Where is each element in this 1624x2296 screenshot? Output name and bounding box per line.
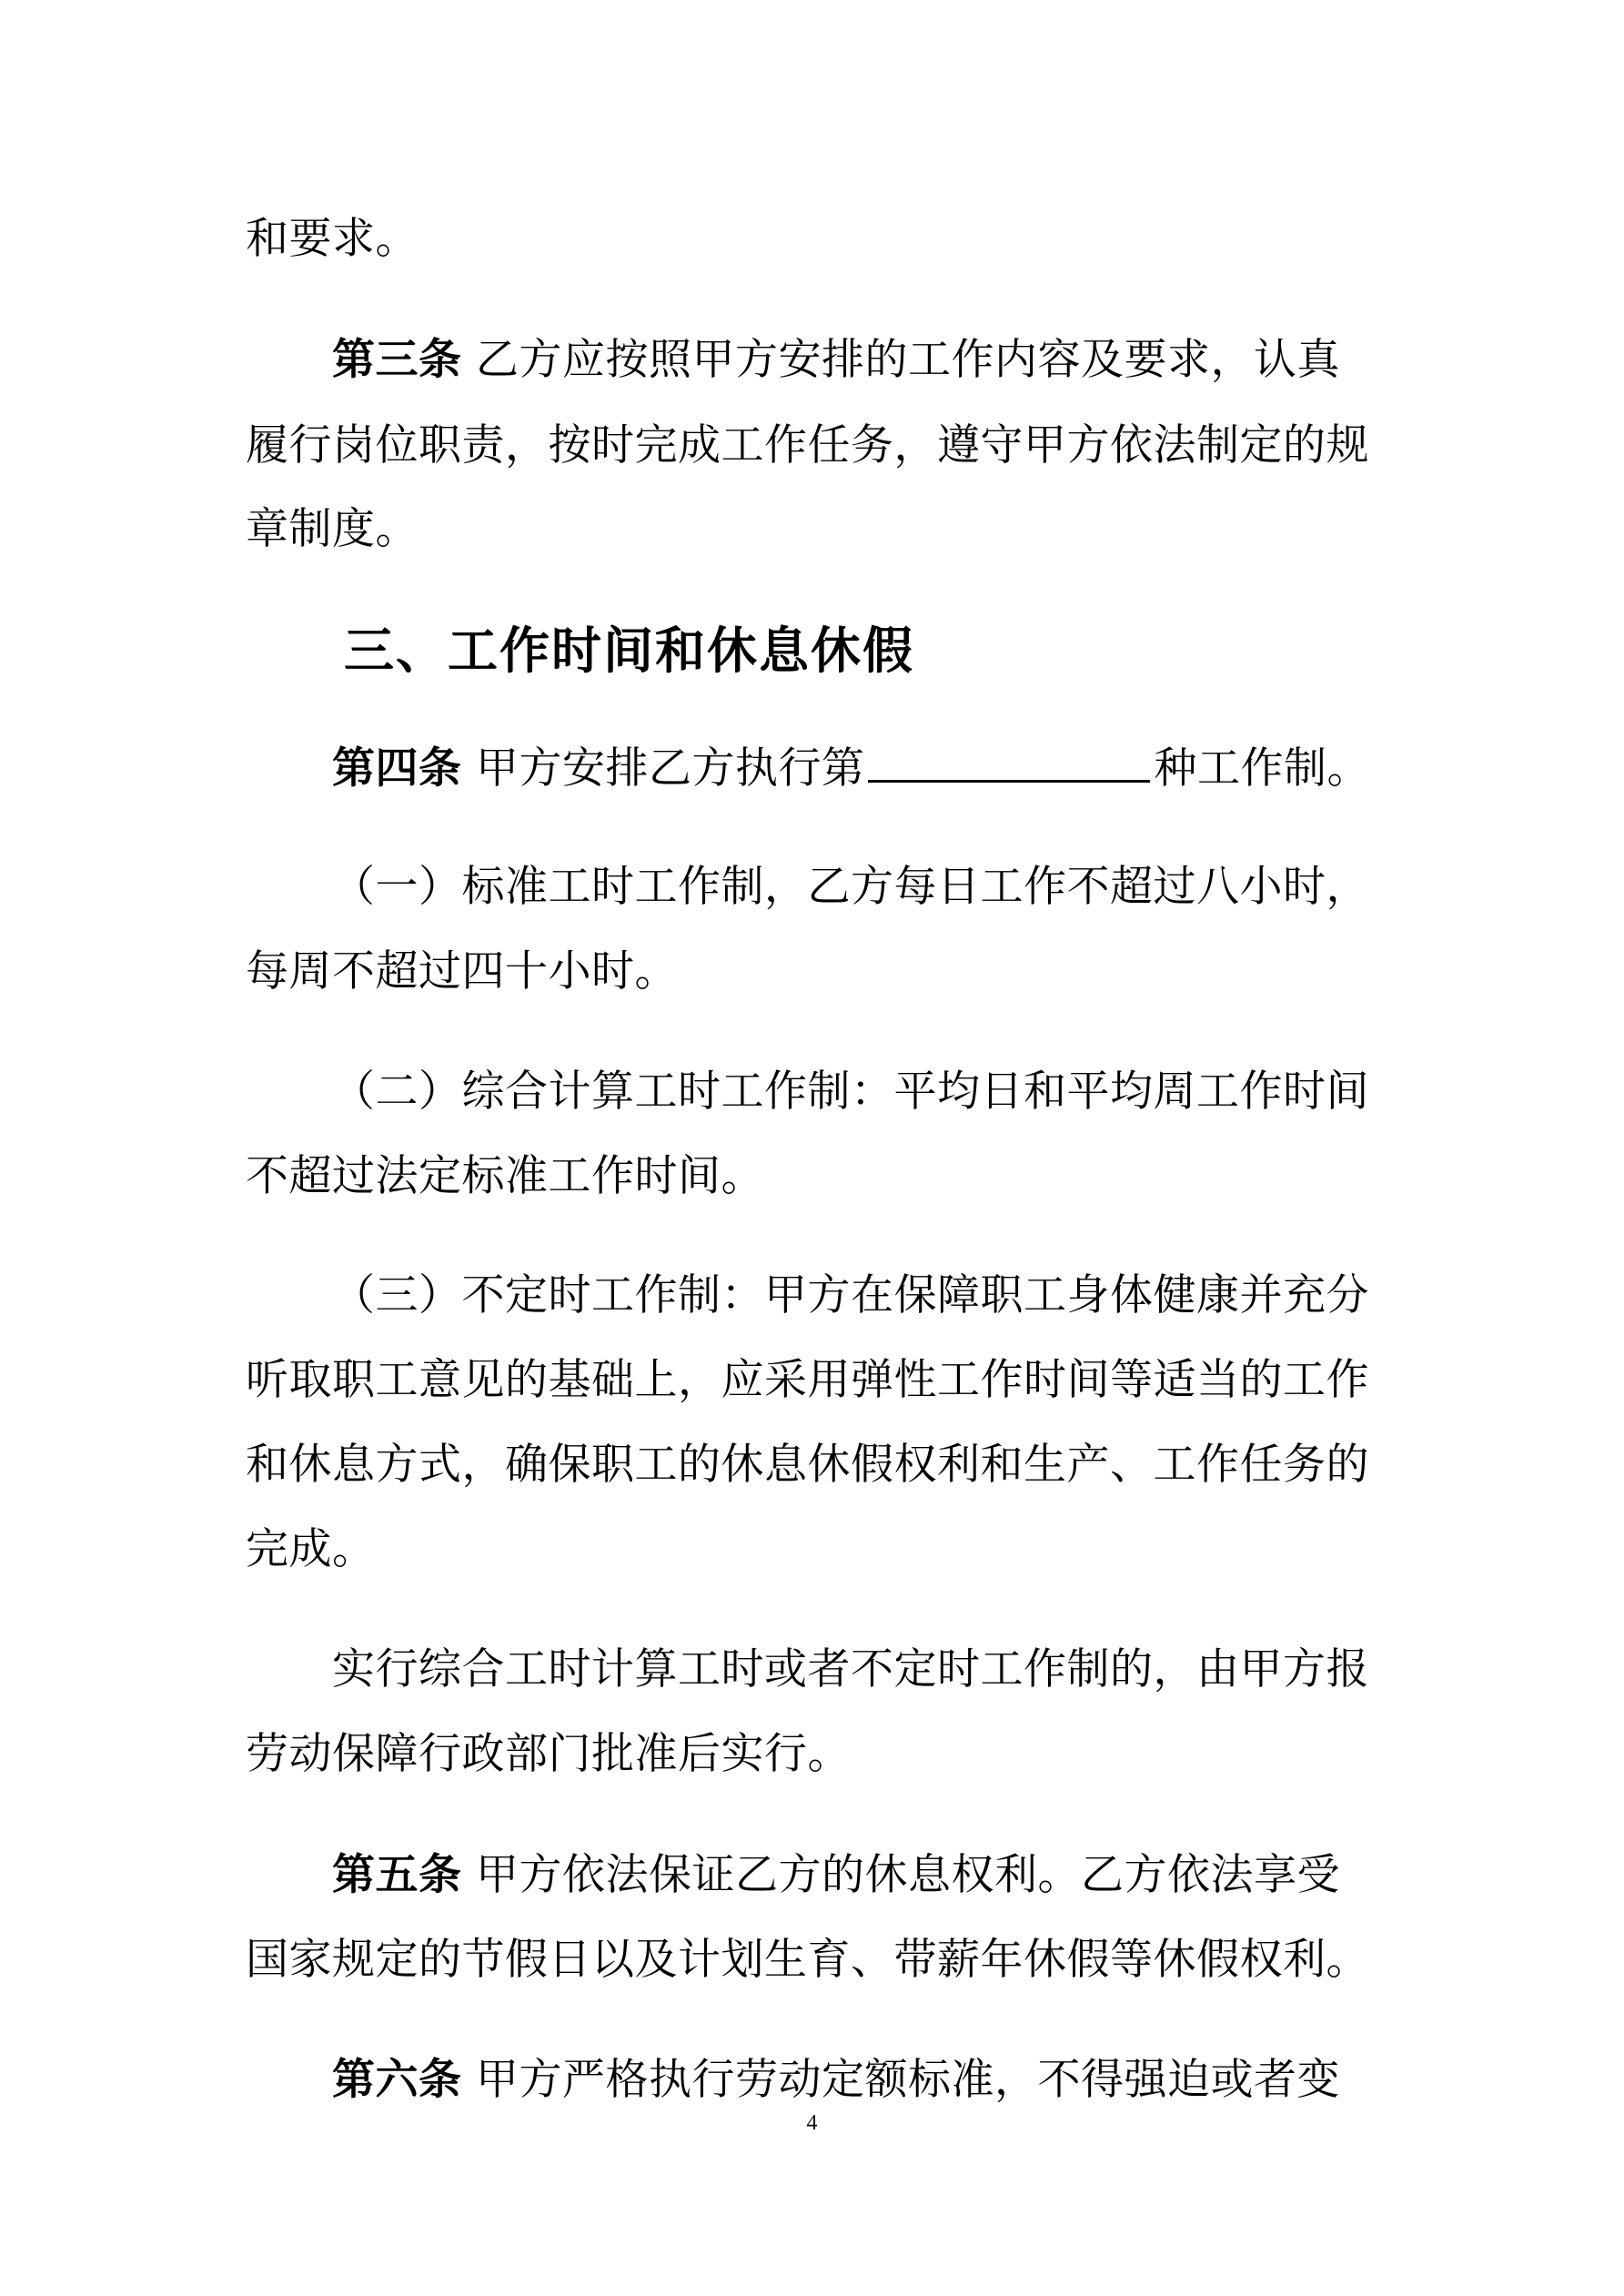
item-1-line: （一）标准工时工作制，乙方每日工作不超过八小时，: [332, 862, 1369, 912]
approval-line: 劳动保障行政部门批准后实行。: [246, 1729, 851, 1779]
article-3-first-line: [332, 333, 1340, 388]
page-number: 4: [806, 2111, 818, 2135]
article-3-label: 第三条: [332, 335, 462, 385]
article-3-line: 章制度。: [246, 504, 419, 554]
item-2-line: （二）综合计算工时工作制：平均日和平均周工作时间: [332, 1067, 1369, 1117]
article-3-text: 乙方应按照甲方安排的工作内容及要求，认真: [475, 335, 1340, 385]
item-1-line: 每周不超过四十小时。: [246, 946, 678, 996]
paragraph-line: 和要求。: [246, 214, 419, 264]
article-6-label: 第六条: [332, 2055, 462, 2105]
item-3-line: （三）不定时工作制：甲方在保障职工身体健康并充分: [332, 1270, 1369, 1320]
article-5-text: 甲方依法保证乙方的休息权利。乙方依法享受: [475, 1850, 1340, 1900]
article-5-first-line: [332, 1848, 1340, 1903]
item-2-line: 不超过法定标准工作时间。: [246, 1151, 764, 1201]
article-5-label: 第五条: [332, 1850, 462, 1900]
article-4-line: [332, 740, 1370, 796]
item-3-line: 和休息方式，确保职工的休息休假权利和生产、工作任务的: [246, 1440, 1369, 1490]
article-5-line: 国家规定的节假日以及计划生育、带薪年休假等休假权利。: [246, 1935, 1369, 1985]
item-3-line: 听取职工意见的基础上，应采用弹性工作时间等适当的工作: [246, 1355, 1369, 1405]
approval-line: 实行综合工时计算工时或者不定时工作制的，由甲方报: [332, 1644, 1369, 1694]
item-3-line: 完成。: [246, 1524, 376, 1574]
article-4-text-before: 甲方安排乙方执行第: [475, 743, 865, 794]
fill-in-blank[interactable]: [868, 740, 1150, 783]
article-6-first-line: [332, 2053, 1340, 2108]
article-3-line: 履行岗位职责，按时完成工作任务，遵守甲方依法制定的规: [246, 420, 1369, 470]
article-6-text: 甲方严格执行劳动定额标准，不得强迫或者变: [475, 2055, 1340, 2105]
section-heading: 三、工作时间和休息休假: [344, 621, 915, 680]
article-4-label: 第四条: [332, 743, 462, 794]
article-4-text-after: 种工作制。: [1154, 743, 1370, 794]
